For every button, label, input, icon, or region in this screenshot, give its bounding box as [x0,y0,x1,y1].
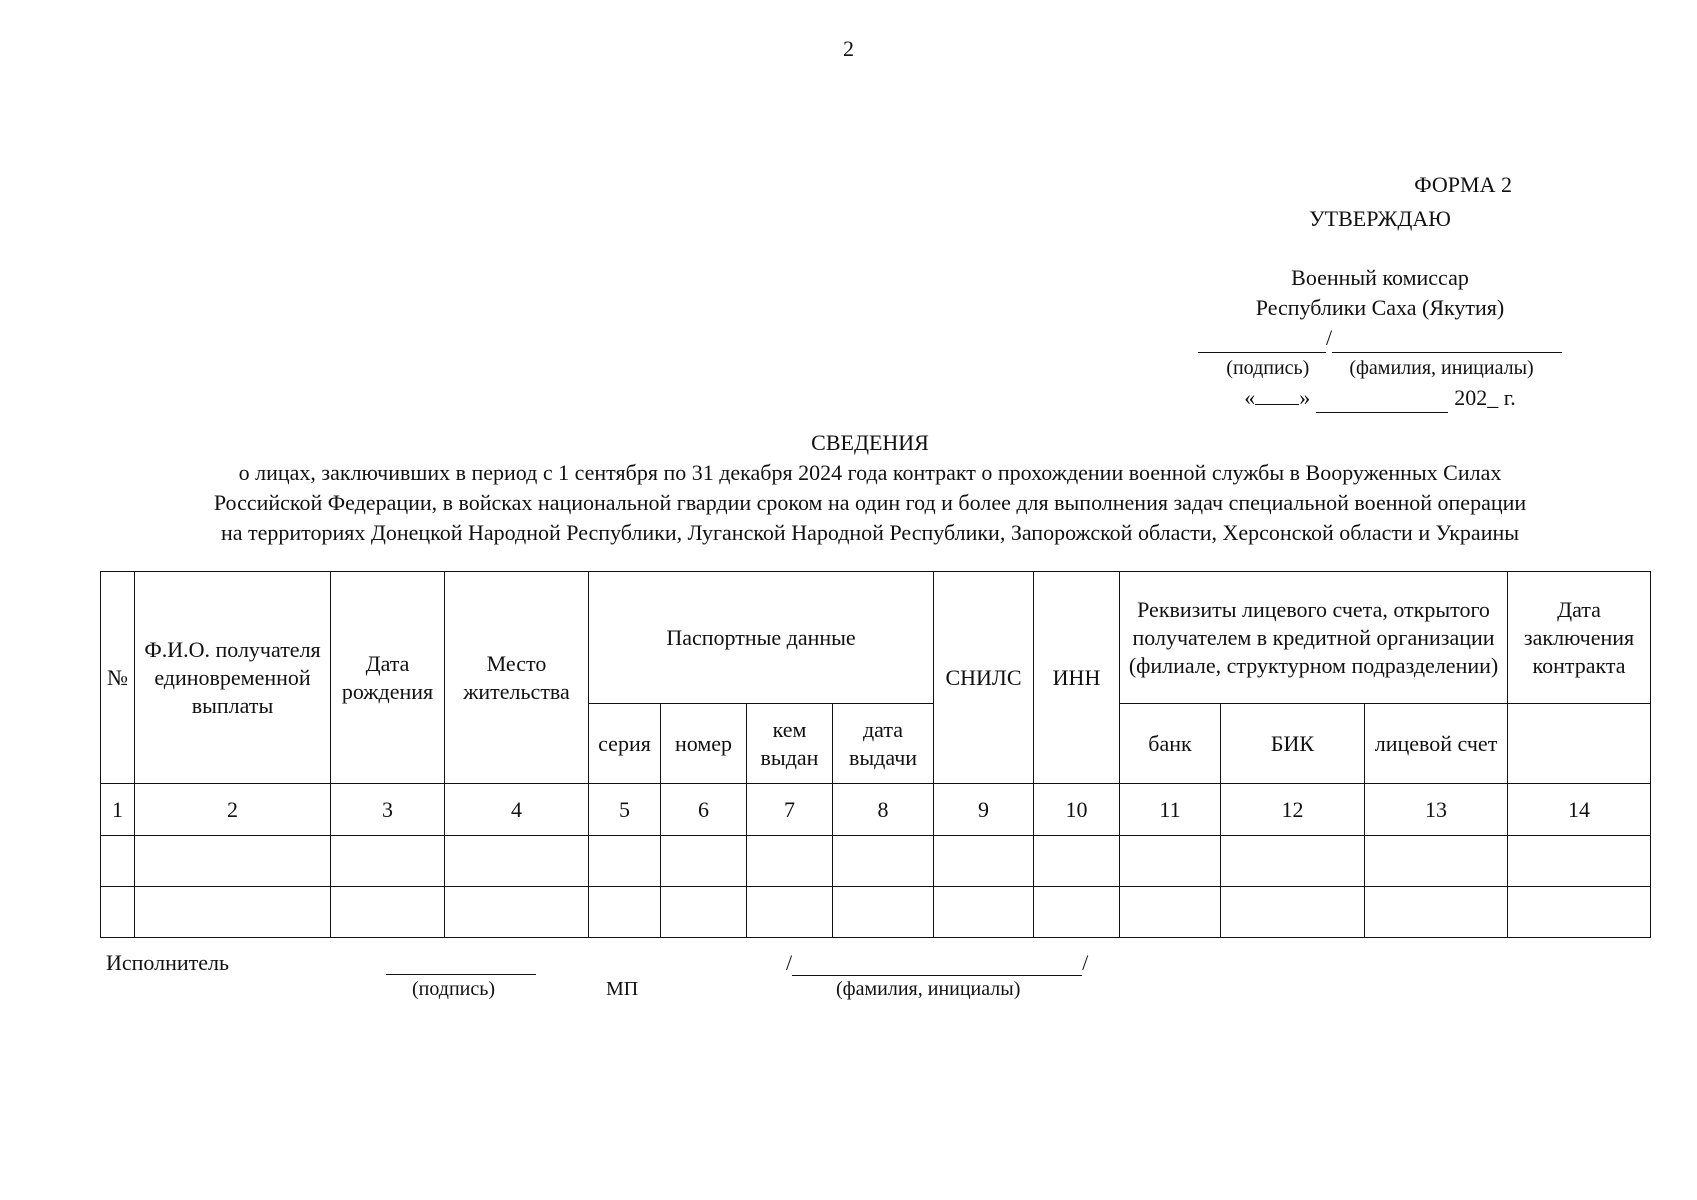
table-cell [1365,887,1508,938]
name-slash-left: / [786,950,793,975]
table-cell [934,887,1034,938]
table-row [101,887,1651,938]
header-passport-series: серия [589,704,661,784]
table-cell [589,887,661,938]
signature-blank [1198,332,1326,353]
column-number: 5 [589,784,661,836]
executor-name-line [786,950,1088,976]
column-number: 6 [661,784,747,836]
header-birth-date: Дата рождения [331,572,445,784]
table-cell [1120,836,1221,887]
header-contract-date-sub [1508,704,1651,784]
column-number: 13 [1365,784,1508,836]
header-snils: СНИЛС [934,572,1034,784]
name-caption: (фамилия, инициалы) [1349,357,1534,379]
column-number: 12 [1221,784,1365,836]
table-cell [1365,836,1508,887]
name-blank [1332,332,1562,353]
header-fio: Ф.И.О. получателя единовременной выплаты [135,572,331,784]
executor-signature-blank [386,950,536,975]
column-number: 9 [934,784,1034,836]
table-cell [331,836,445,887]
table-cell [747,836,833,887]
table-cell [1221,887,1365,938]
table-cell [934,836,1034,887]
table-cell [1508,887,1651,938]
page-number: 2 [843,36,854,61]
approval-signature-captions [1170,353,1590,383]
executor-name-caption: (фамилия, инициалы) [836,978,1021,1000]
table-cell [833,887,934,938]
approval-block [1170,204,1590,413]
approver-position-line1: Военный комиссар [1291,265,1469,290]
column-number: 11 [1120,784,1221,836]
table-row [101,836,1651,887]
signature-caption: (подпись) [1226,357,1310,379]
document-subtitle-line2: Российской Федерации, в войсках национальной гвардии сроком на один год и более для выполнения задач специальной военной операции [213,490,1527,515]
column-number: 8 [833,784,934,836]
approval-signature-line [1170,323,1590,353]
column-number: 10 [1034,784,1120,836]
header-passport-number: номер [661,704,747,784]
table-cell [101,887,135,938]
executor-label: Исполнитель [106,950,230,975]
column-number: 4 [445,784,589,836]
table-cell [101,836,135,887]
stamp-place-label: МП [606,978,639,1000]
table-cell [331,887,445,938]
table-cell [589,836,661,887]
table-cell [135,836,331,887]
header-bik: БИК [1221,704,1365,784]
table-cell [661,887,747,938]
approve-heading: УТВЕРЖДАЮ [1309,206,1451,231]
recipients-table [100,571,1651,938]
executor-footer [106,950,1306,1010]
executor-name-blank [792,955,1082,976]
table-cell [445,887,589,938]
day-blank [1255,384,1299,405]
table-header-row-1 [101,572,1651,704]
table-cell [833,836,934,887]
header-account-number: лицевой счет [1365,704,1508,784]
header-contract-date: Дата заключения контракта [1508,572,1651,704]
header-bank: банк [1120,704,1221,784]
document-title-block [130,428,1610,548]
column-number: 1 [101,784,135,836]
column-number: 3 [331,784,445,836]
date-quote-close: » [1299,385,1311,410]
table-cell [661,836,747,887]
column-number: 14 [1508,784,1651,836]
table-cell [1221,836,1365,887]
approver-position-line2: Республики Саха (Якутия) [1255,295,1505,320]
document-subtitle-line1: о лицах, заключивших в период с 1 сентября по 31 декабря 2024 года контракт о прохождении военной службы в Вооруженных Силах [238,460,1502,485]
executor-signature-caption: (подпись) [412,978,496,1000]
signature-slash: / [1325,325,1333,350]
table-cell [135,887,331,938]
table-cell [1508,836,1651,887]
name-slash-right: / [1082,950,1089,975]
table-cell [1034,836,1120,887]
month-blank [1316,392,1448,413]
header-number: № [101,572,135,784]
date-quote-open: « [1244,385,1256,410]
column-number: 2 [135,784,331,836]
header-passport: Паспортные данные [589,572,934,704]
table-cell [1120,887,1221,938]
form-label: ФОРМА 2 [1414,172,1512,197]
header-inn: ИНН [1034,572,1120,784]
approval-date-line [1170,383,1590,413]
document-heading: СВЕДЕНИЯ [811,430,929,455]
table-cell [445,836,589,887]
header-passport-issue-date: дата выдачи [833,704,934,784]
year-text: 202_ г. [1454,385,1516,410]
document-subtitle-line3: на территориях Донецкой Народной Республики, Луганской Народной Республики, Запорожской области, Херсонской области и Украины [220,520,1520,545]
header-passport-issued-by: кем выдан [747,704,833,784]
header-residence: Место жительства [445,572,589,784]
header-account-details: Реквизиты лицевого счета, открытого получателем в кредитной организации (филиале, структурном подразделении) [1120,572,1508,704]
table-cell [747,887,833,938]
column-number: 7 [747,784,833,836]
table-cell [1034,887,1120,938]
column-number-row [101,784,1651,836]
